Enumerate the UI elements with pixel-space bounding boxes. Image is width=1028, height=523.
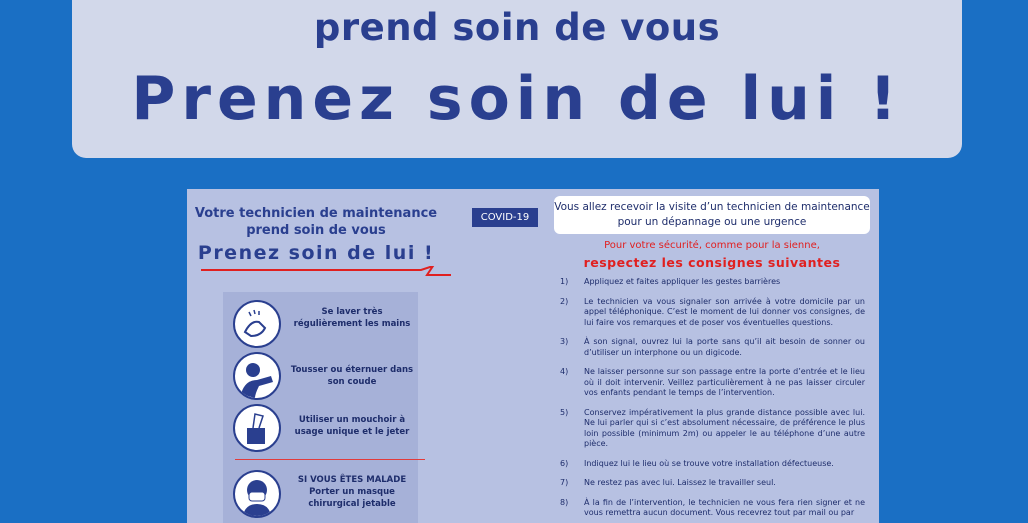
rule-item [560, 408, 865, 450]
gesture-row [233, 404, 418, 456]
rule-item [560, 367, 865, 399]
gesture-text: Utiliser un mouchoir à usage unique et le jeter [294, 415, 410, 437]
rule-text: À la fin de l’intervention, le technicien ne vous fera rien signer et ne vous remettra aucun document. Vous recevrez tout par mail ou par [584, 497, 865, 517]
tissue-icon [233, 404, 281, 452]
rule-item [560, 498, 865, 519]
header-banner [72, 0, 962, 158]
rule-item [560, 297, 865, 329]
rule-text: Le technicien va vous signaler son arrivée à votre domicile par un appel téléphonique. C’est le moment de lui donner vos consignes, de lui faire vos remarques et de poser vos éventuelles questions. [584, 296, 865, 327]
rule-item [560, 277, 865, 288]
rule-number: 5) [560, 407, 569, 417]
rule-item [560, 337, 865, 358]
banner-title: Prenez soin de lui ! [131, 64, 903, 134]
rule-number: 3) [560, 337, 569, 346]
rule-text: Conservez impérativement la plus grande distance possible avec lui. Ne lui parler qui si c’est absolument nécessaire, de préférence le plus loin possible (minimum 2m) ou appeler le au téléphone d’une autre pièce. [584, 407, 865, 448]
rule-text: À son signal, ouvrez lui la porte sans qu’il ait besoin de sonner ou d’utiliser un interphone ou un digicode. [584, 337, 865, 357]
red-lightning-line [201, 266, 451, 280]
poster-title-line1: Votre technicien de maintenance [194, 206, 438, 221]
gesture-row [233, 470, 418, 522]
gesture-row [233, 352, 418, 404]
red-separator [235, 459, 425, 460]
rule-number: 4) [560, 367, 569, 376]
rule-text: Appliquez et faites appliquer les gestes barrières [584, 277, 781, 286]
mask-icon [233, 470, 281, 518]
rules-list [560, 277, 865, 523]
rule-number: 8) [560, 497, 569, 507]
gesture-text: Tousser ou éternuer dans son coude [290, 365, 414, 387]
rule-number: 6) [560, 458, 569, 468]
gesture-row [233, 300, 418, 352]
poster-title-big: Prenez soin de lui ! [197, 242, 435, 264]
rule-number: 1) [560, 277, 569, 286]
rule-text: Ne laisser personne sur son passage entre la porte d’entrée et le lieu où il doit intervenir. Veillez particulièrement à ne pas laisser circuler vos enfants pendant le temps de l’intervention. [584, 367, 865, 397]
intro-box: Vous allez recevoir la visite d’un technicien de maintenance pour un dépannage ou une urgence [554, 196, 870, 234]
barrier-gestures-panel [223, 292, 418, 523]
covid-poster [187, 189, 879, 523]
rule-item [560, 478, 865, 489]
covid-badge: COVID-19 [472, 208, 538, 227]
gesture-text: SI VOUS ÊTES MALADE Porter un masque chirurgical jetable [297, 475, 407, 509]
rule-text: Ne restez pas avec lui. Laissez le travailler seul. [584, 478, 776, 487]
safety-line: Pour votre sécurité, comme pour la sienne, [604, 240, 820, 251]
rule-item [560, 459, 865, 470]
rule-number: 2) [560, 296, 569, 306]
gesture-text: Se laver très régulièrement les mains [293, 307, 411, 329]
cough-elbow-icon [233, 352, 281, 400]
rule-text: Indiquez lui le lieu où se trouve votre installation défectueuse. [584, 458, 834, 468]
poster-title-line2: prend soin de vous [246, 223, 386, 238]
safety-heading: respectez les consignes suivantes [583, 255, 841, 270]
hand-washing-icon [233, 300, 281, 348]
poster-left-title [187, 205, 445, 262]
banner-subtitle: prend soin de vous [313, 6, 721, 49]
rule-number: 7) [560, 478, 569, 487]
